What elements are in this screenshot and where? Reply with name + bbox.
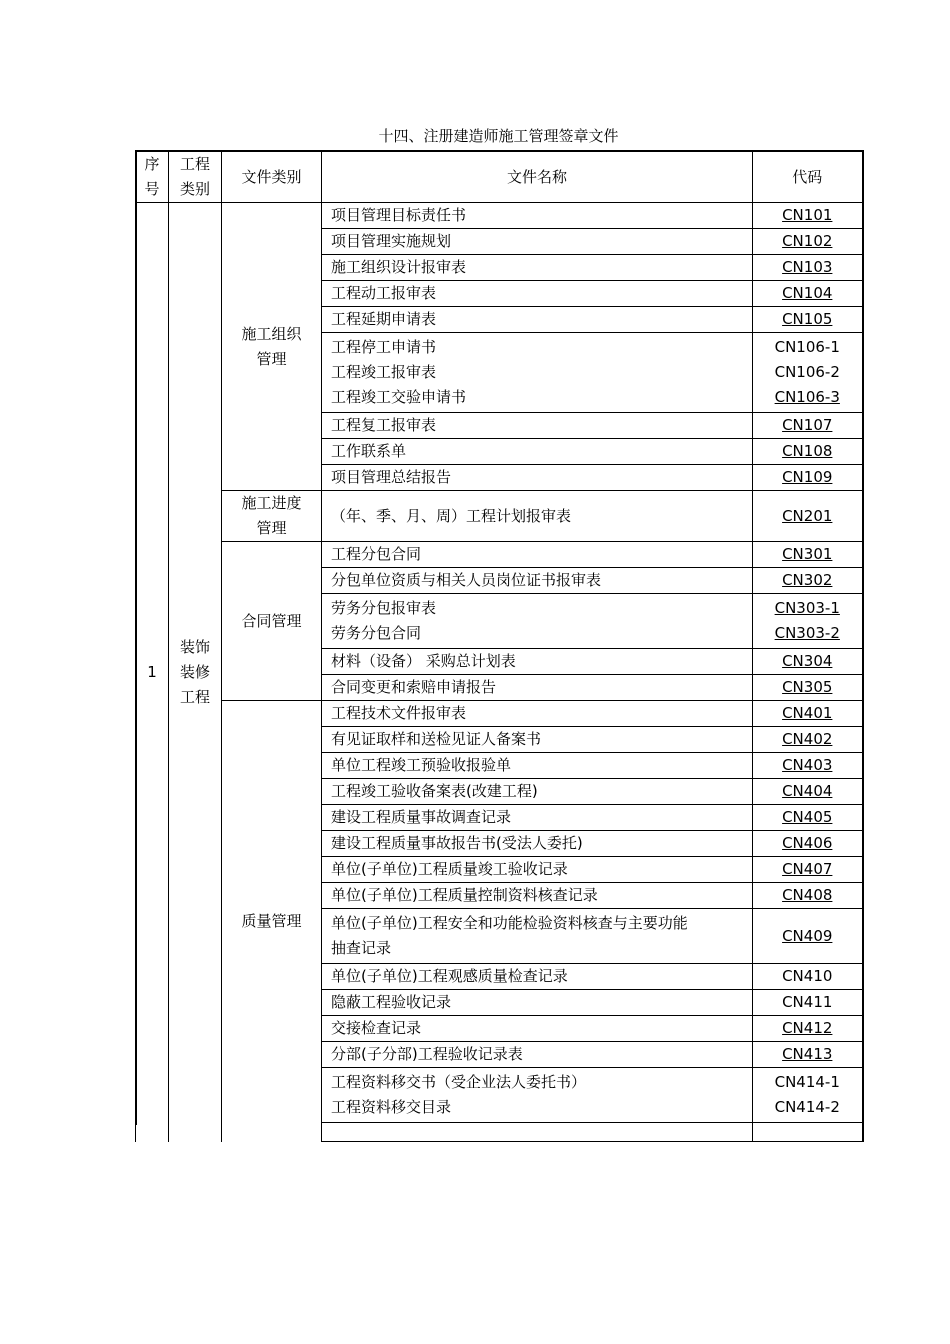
file-code-cell [753,465,863,491]
file-name-cell [322,255,753,281]
file-code: CN108 [782,442,833,460]
file-name-cell [322,753,753,779]
file-name-cell [322,594,753,649]
table-row [136,701,863,727]
file-name: 工程停工申请书 [331,338,437,356]
file-name: 单位(子单位)工程质量竣工验收记录 [331,860,568,878]
file-name: 项目管理目标责任书 [331,206,467,224]
file-code: CN405 [782,808,833,826]
file-name: （年、季、月、周）工程计划报审表 [331,506,572,525]
project-type-cell [169,203,222,1142]
signature-files-table [135,150,864,1142]
file-category-line: 合同管理 [241,611,302,630]
file-code: CN401 [782,704,833,722]
file-name-cell [322,909,753,964]
file-name: 工程延期申请表 [331,310,437,328]
file-code: CN304 [782,652,833,670]
file-code-cell [753,649,863,675]
file-code-cell [753,1016,863,1042]
file-name: 单位(子单位)工程安全和功能检验资料核查与主要功能 [331,914,688,932]
file-code-cell [753,909,863,964]
file-name: 劳务分包合同 [331,624,422,642]
file-category-line: 施工组织 [241,324,302,343]
file-name: 工程资料移交书（受企业法人委托书） [331,1073,587,1091]
file-name-cell [322,1068,753,1123]
file-code-cell [753,413,863,439]
file-name-cell [322,779,753,805]
file-code: CN408 [782,886,833,904]
file-code-cell [753,542,863,568]
file-code-cell [753,753,863,779]
file-name-cell [322,727,753,753]
file-name-cell [322,333,753,413]
file-code-cell [753,307,863,333]
file-code: CN107 [782,416,833,434]
file-code: CN103 [782,258,833,276]
file-name: 隐蔽工程验收记录 [331,993,452,1011]
file-name: 劳务分包报审表 [331,599,437,617]
file-code-cell [753,675,863,701]
file-category-line: 管理 [256,519,287,537]
file-category-cell [222,491,322,542]
document-title: 十四、注册建造师施工管理签章文件 [378,127,619,145]
file-name: 分部(子分部)工程验收记录表 [331,1045,523,1063]
file-name-cell [322,701,753,727]
file-code: CN412 [782,1019,833,1037]
project-type-line: 装修 [179,662,210,681]
file-name: 单位工程竣工预验收报验单 [331,756,512,774]
table-row [136,203,863,229]
table-left-border [135,150,137,1125]
file-name-cell [322,439,753,465]
file-code-cell [753,805,863,831]
file-code: CN106-3 [774,388,840,406]
file-name-cell [322,568,753,594]
file-name: 施工组织设计报审表 [331,258,467,276]
file-code-cell [753,594,863,649]
file-code-cell [753,229,863,255]
file-name-cell [322,203,753,229]
file-code: CN201 [782,506,833,525]
file-code: CN101 [782,206,833,224]
file-code-cell [753,727,863,753]
file-name: 工程复工报审表 [331,416,437,434]
file-name: 单位(子单位)工程观感质量检查记录 [331,967,568,985]
project-type-line: 装饰 [179,637,210,656]
file-name-cell [322,281,753,307]
seq-value: 1 [147,662,157,681]
file-code-cell [753,491,863,542]
header-project-type [169,151,222,203]
file-code: CN414-2 [774,1098,840,1116]
file-name-cell [322,990,753,1016]
file-code-cell [753,883,863,909]
file-name: 项目管理总结报告 [331,468,452,486]
file-category-cell [222,203,322,491]
file-code: CN303-1 [774,599,840,617]
header-project-type-line: 类别 [179,180,210,198]
header-seq-line: 号 [144,180,160,198]
file-code-cell [753,333,863,413]
file-code-cell [753,281,863,307]
header-seq [136,151,169,203]
file-name: 合同变更和索赔申请报告 [331,678,497,696]
file-code-cell [753,1123,863,1142]
file-name-cell [322,805,753,831]
file-code: CN106-1 [774,338,840,356]
project-type-line: 工程 [179,687,210,706]
file-category-line: 施工进度 [241,494,302,512]
file-code: CN102 [782,232,833,250]
file-code: CN409 [782,926,833,945]
file-name: 工程资料移交目录 [331,1098,452,1116]
table-row [136,542,863,568]
file-name: 材料（设备） 采购总计划表 [331,652,516,670]
file-code-cell [753,255,863,281]
seq-cell [136,203,169,1142]
file-code-cell [753,701,863,727]
header-code: 代码 [753,151,863,203]
file-code-cell [753,964,863,990]
file-code: CN303-2 [774,624,840,642]
file-code: CN413 [782,1045,833,1063]
table-frame [135,150,862,1125]
file-code: CN406 [782,834,833,852]
file-code: CN302 [782,571,833,589]
file-code: CN402 [782,730,833,748]
file-name: 工程竣工报审表 [331,363,437,381]
header-project-type-line: 工程 [179,155,210,173]
file-code: CN109 [782,468,833,486]
file-name: 抽查记录 [331,939,392,957]
file-name-cell [322,307,753,333]
file-code: CN414-1 [774,1073,840,1091]
file-name: 工程技术文件报审表 [331,704,467,722]
file-category-cell [222,701,322,1142]
file-name: 交接检查记录 [331,1019,422,1037]
file-name: 分包单位资质与相关人员岗位证书报审表 [331,571,602,589]
file-name-cell [322,964,753,990]
file-name: 工程竣工验收备案表(改建工程) [331,782,538,800]
file-code: CN404 [782,782,833,800]
file-name-cell [322,413,753,439]
file-name-cell [322,1123,753,1142]
file-code: CN410 [782,967,833,985]
file-name: 工作联系单 [331,442,407,460]
file-name: 建设工程质量事故调查记录 [331,808,512,826]
header-file-name: 文件名称 [322,151,753,203]
file-code-cell [753,1068,863,1123]
file-code-cell [753,439,863,465]
file-code-cell [753,779,863,805]
file-name-cell [322,491,753,542]
file-code: CN305 [782,678,833,696]
file-name: 单位(子单位)工程质量控制资料核查记录 [331,886,598,904]
file-code-cell [753,568,863,594]
file-code-cell [753,831,863,857]
file-code-cell [753,203,863,229]
file-name: 有见证取样和送检见证人备案书 [331,730,542,748]
file-code: CN105 [782,310,833,328]
file-name-cell [322,465,753,491]
file-name-cell [322,229,753,255]
file-name: 工程分包合同 [331,545,422,563]
file-name: 建设工程质量事故报告书(受法人委托) [331,834,583,852]
file-code-cell [753,990,863,1016]
file-name-cell [322,1016,753,1042]
file-name-cell [322,831,753,857]
file-code: CN407 [782,860,833,878]
file-code-cell [753,1042,863,1068]
file-name: 工程竣工交验申请书 [331,388,467,406]
file-code: CN411 [782,993,833,1011]
table-row [136,491,863,542]
file-code: CN403 [782,756,833,774]
file-name-cell [322,649,753,675]
header-row [136,151,863,203]
file-code: CN104 [782,284,833,302]
file-category-line: 质量管理 [241,911,302,930]
file-category-cell [222,542,322,701]
file-name: 工程动工报审表 [331,284,437,302]
header-seq-line: 序 [144,155,160,173]
header-file-type: 文件类别 [222,151,322,203]
file-code: CN106-2 [774,363,840,381]
file-name-cell [322,857,753,883]
file-name-cell [322,1042,753,1068]
file-category-line: 管理 [256,349,287,368]
file-name-cell [322,675,753,701]
file-code-cell [753,857,863,883]
file-code: CN301 [782,545,833,563]
file-name-cell [322,542,753,568]
file-name-cell [322,883,753,909]
file-name: 项目管理实施规划 [331,232,452,250]
